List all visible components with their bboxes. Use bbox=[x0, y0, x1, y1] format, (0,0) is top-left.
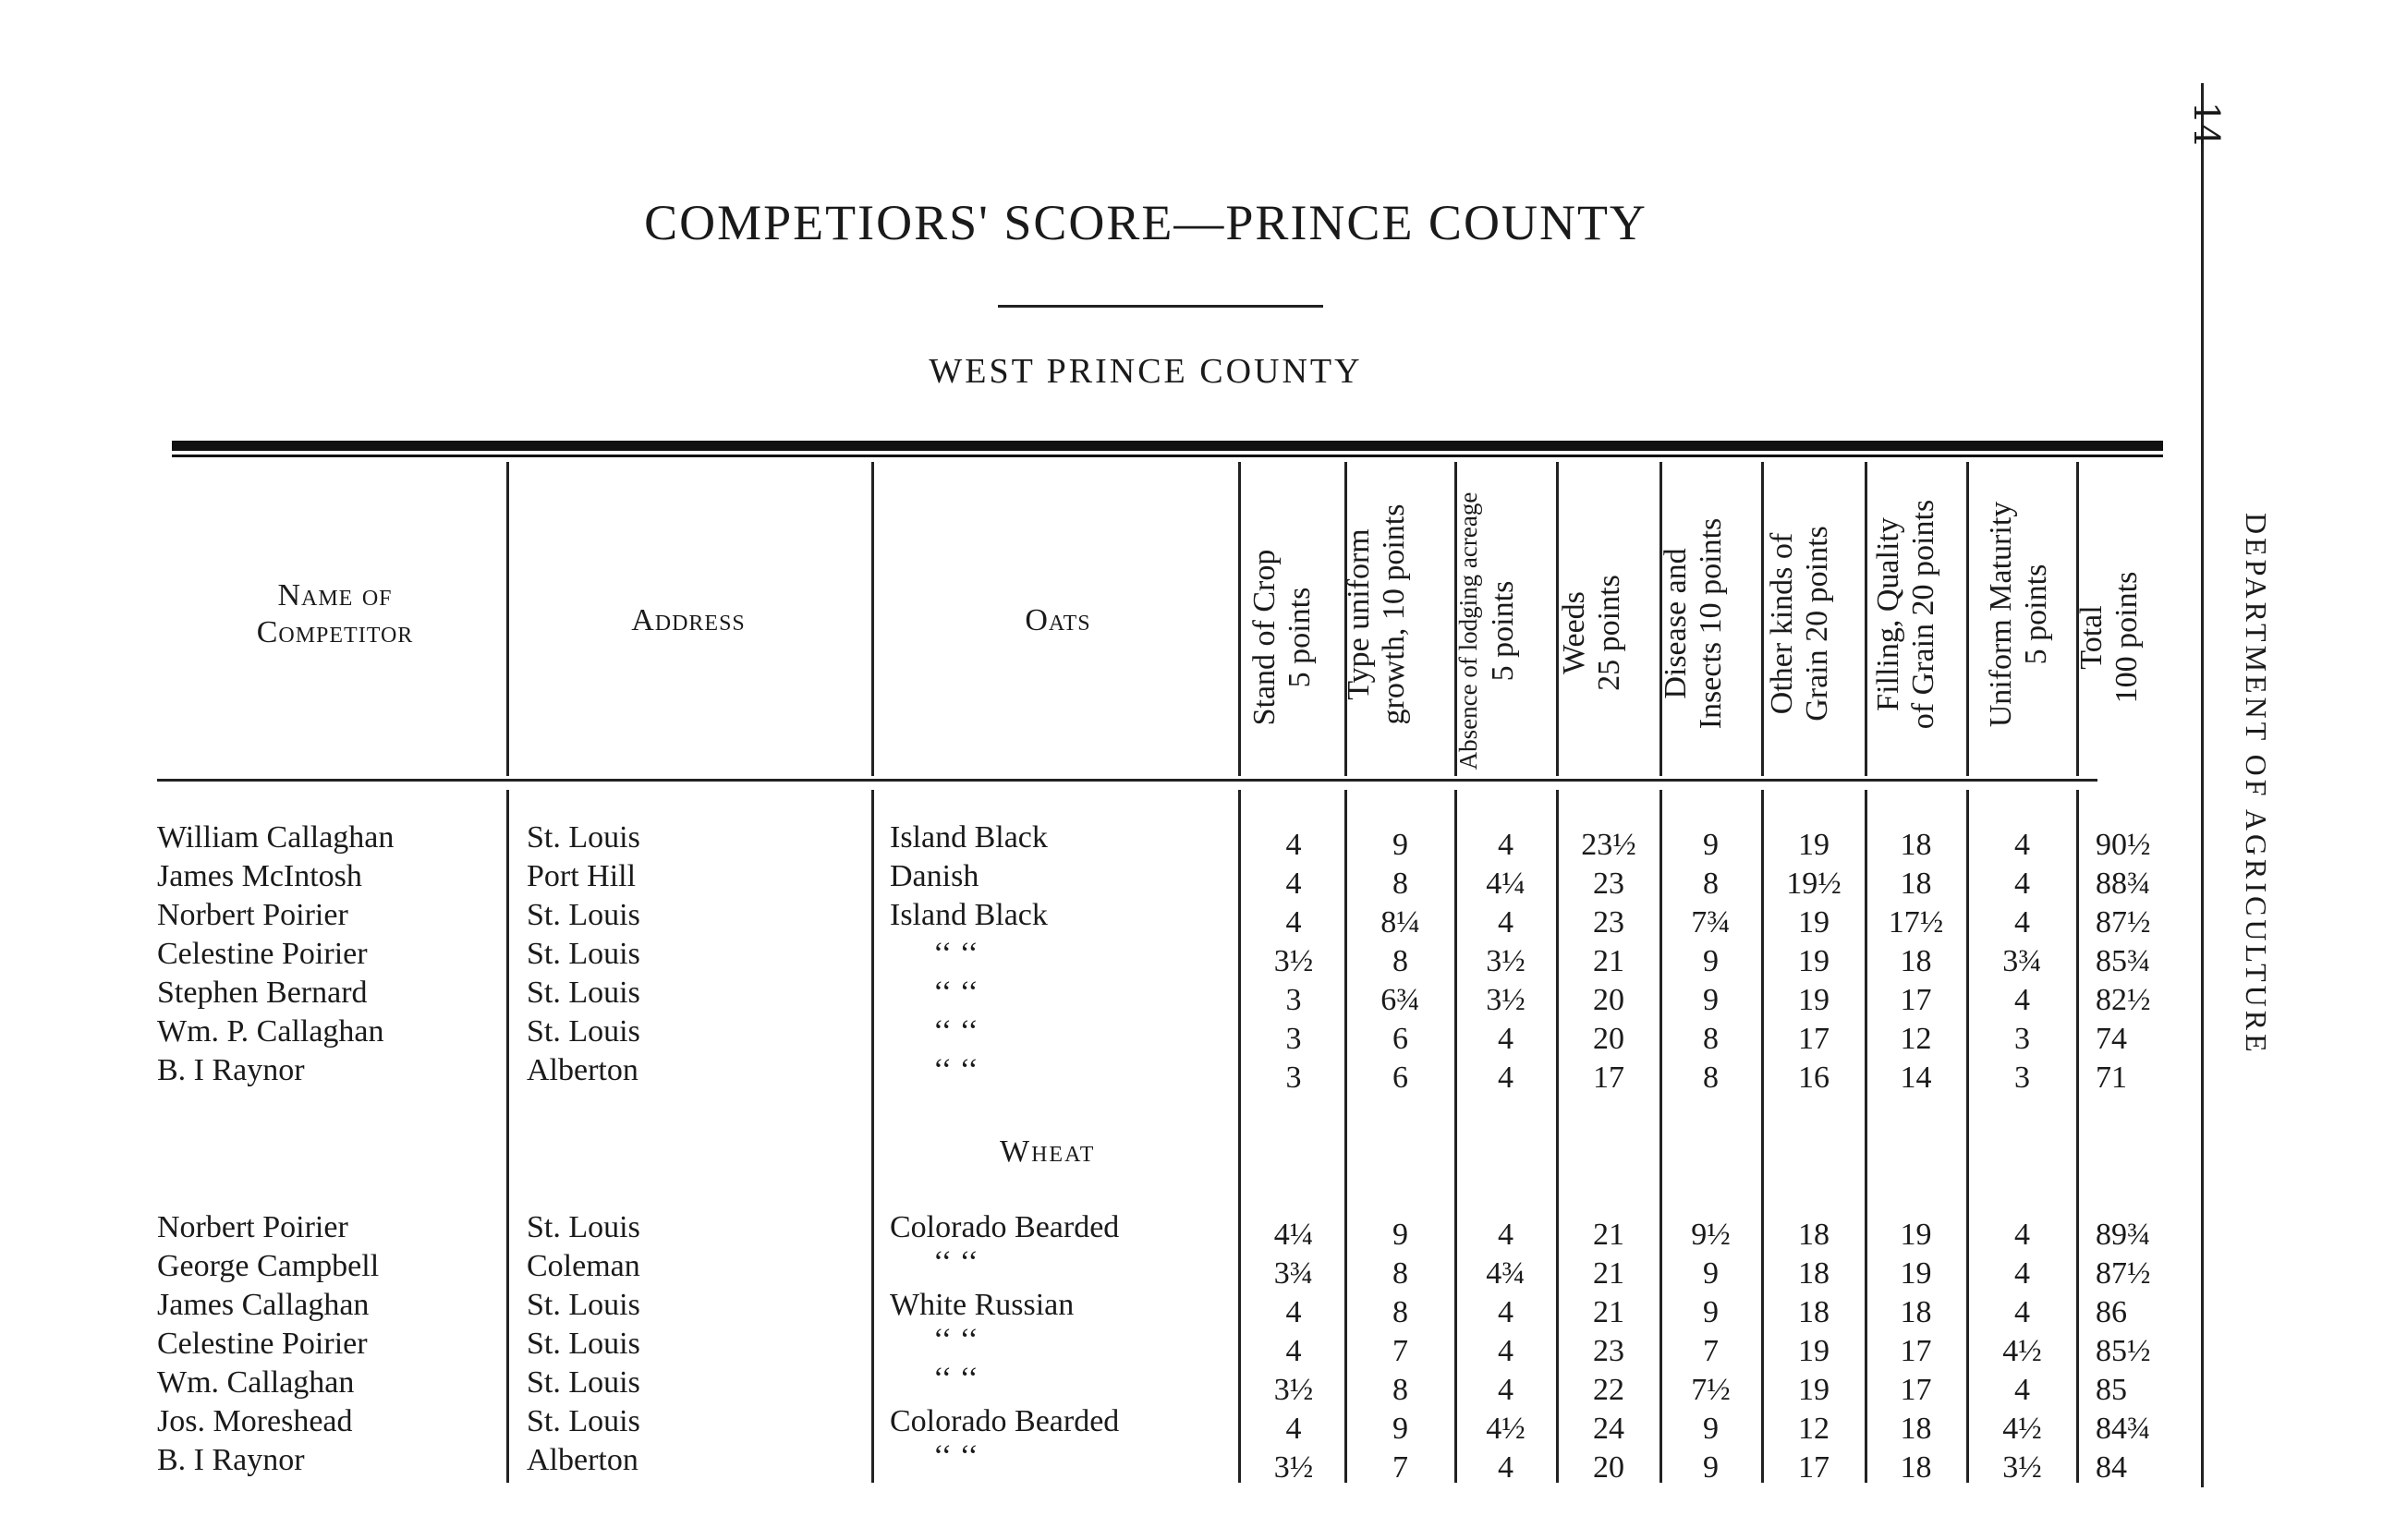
row-type: 8 bbox=[1392, 1373, 1408, 1407]
row-filling: 17 bbox=[1900, 1334, 1932, 1368]
header-weeds-line2: 25 points bbox=[1592, 575, 1626, 691]
row-other: 16 bbox=[1798, 1061, 1830, 1095]
row-stand: 3½ bbox=[1273, 1373, 1314, 1407]
section-subtitle: WEST PRINCE COUNTY bbox=[929, 352, 1363, 391]
header-maturity-line2: 5 points bbox=[2019, 564, 2053, 665]
row-filling: 18 bbox=[1900, 1412, 1932, 1446]
row-variety-ditto: ‘‘ ‘‘ bbox=[933, 1014, 979, 1049]
row-address: Coleman bbox=[527, 1249, 640, 1283]
table-top-thick-rule bbox=[172, 441, 2163, 451]
row-filling: 18 bbox=[1900, 828, 1932, 862]
row-total: 71 bbox=[2096, 1061, 2127, 1095]
row-name: Stephen Bernard bbox=[157, 976, 368, 1010]
page-number: 14 bbox=[2186, 102, 2227, 147]
header-other-line1: Other kinds of bbox=[1765, 532, 1799, 715]
row-stand: 4 bbox=[1285, 1412, 1302, 1446]
header-filling-line1: Filling, Quality bbox=[1871, 517, 1905, 711]
row-other: 19 bbox=[1798, 944, 1830, 978]
header-name-line2: Competitor bbox=[256, 615, 414, 649]
header-type-uniform bbox=[1342, 457, 1425, 771]
row-weeds: 21 bbox=[1593, 944, 1624, 978]
row-weeds: 20 bbox=[1593, 1022, 1624, 1056]
row-total: 84¾ bbox=[2096, 1412, 2151, 1446]
header-uniform-maturity bbox=[1984, 457, 2067, 771]
row-lodging: 3½ bbox=[1486, 944, 1526, 978]
header-name-line1: Name of bbox=[277, 578, 393, 612]
row-total: 85 bbox=[2096, 1373, 2127, 1407]
title-divider bbox=[998, 305, 1323, 308]
row-type: 9 bbox=[1392, 828, 1408, 862]
row-maturity: 4 bbox=[2014, 1295, 2030, 1329]
row-disease: 9 bbox=[1703, 828, 1719, 862]
row-lodging: 4 bbox=[1498, 1450, 1513, 1485]
row-filling: 17½ bbox=[1888, 905, 1944, 940]
row-total: 90½ bbox=[2096, 828, 2151, 862]
row-stand: 3 bbox=[1285, 983, 1302, 1017]
row-disease: 9 bbox=[1703, 983, 1719, 1017]
header-lodging bbox=[1451, 488, 1534, 774]
row-maturity: 4 bbox=[2014, 1373, 2030, 1407]
row-maturity: 3 bbox=[2014, 1022, 2030, 1056]
header-oats: Oats bbox=[1025, 603, 1091, 637]
header-maturity-line1: Uniform Maturity bbox=[1984, 501, 2018, 728]
row-filling: 18 bbox=[1900, 1295, 1932, 1329]
row-variety: Colorado Bearded bbox=[890, 1210, 1120, 1244]
row-address: St. Louis bbox=[527, 937, 640, 971]
row-variety: Danish bbox=[890, 859, 979, 893]
row-other: 18 bbox=[1798, 1218, 1830, 1252]
row-total: 85¾ bbox=[2096, 944, 2151, 978]
row-type: 7 bbox=[1392, 1450, 1408, 1485]
row-variety: Colorado Bearded bbox=[890, 1404, 1120, 1438]
row-name: Norbert Poirier bbox=[157, 1210, 348, 1244]
row-total: 84 bbox=[2096, 1450, 2127, 1485]
row-name: William Callaghan bbox=[157, 820, 395, 855]
row-filling: 18 bbox=[1900, 1450, 1932, 1485]
row-weeds: 21 bbox=[1593, 1256, 1624, 1291]
row-weeds: 24 bbox=[1593, 1412, 1624, 1446]
row-name: Wm. Callaghan bbox=[157, 1365, 355, 1400]
row-maturity: 3¾ bbox=[2002, 944, 2042, 978]
row-filling: 18 bbox=[1900, 867, 1932, 901]
row-maturity: 4 bbox=[2014, 828, 2030, 862]
page-margin-rule bbox=[2201, 83, 2204, 1487]
row-disease: 9 bbox=[1703, 944, 1719, 978]
header-other-grain bbox=[1765, 476, 1848, 771]
row-maturity: 3 bbox=[2014, 1061, 2030, 1095]
row-variety-ditto: ‘‘ ‘‘ bbox=[933, 1245, 979, 1279]
row-other: 19½ bbox=[1786, 867, 1842, 901]
wheat-section-label: Wheat bbox=[1000, 1134, 1096, 1169]
column-divider bbox=[1238, 790, 1241, 1483]
row-type: 6¾ bbox=[1380, 983, 1420, 1017]
row-type: 8 bbox=[1392, 867, 1408, 901]
row-variety-ditto: ‘‘ ‘‘ bbox=[933, 976, 979, 1010]
row-type: 7 bbox=[1392, 1334, 1408, 1368]
header-stand-line2: 5 points bbox=[1283, 587, 1317, 688]
row-weeds: 20 bbox=[1593, 983, 1624, 1017]
row-address: Alberton bbox=[527, 1053, 638, 1087]
row-lodging: 4 bbox=[1498, 1373, 1513, 1407]
row-address: St. Louis bbox=[527, 1404, 640, 1438]
row-maturity: 3½ bbox=[2002, 1450, 2042, 1485]
row-other: 19 bbox=[1798, 1334, 1830, 1368]
header-type-line1: Type uniform bbox=[1342, 528, 1376, 700]
row-type: 8 bbox=[1392, 944, 1408, 978]
row-name: Wm. P. Callaghan bbox=[157, 1014, 384, 1049]
header-filling-line2: of Grain 20 points bbox=[1906, 499, 1940, 730]
column-divider bbox=[871, 790, 874, 1483]
row-other: 18 bbox=[1798, 1295, 1830, 1329]
row-address: St. Louis bbox=[527, 1014, 640, 1049]
row-disease: 7¾ bbox=[1691, 905, 1731, 940]
row-weeds: 22 bbox=[1593, 1373, 1624, 1407]
header-lodging-line2: 5 points bbox=[1486, 580, 1520, 682]
row-address: St. Louis bbox=[527, 1365, 640, 1400]
row-maturity: 4 bbox=[2014, 867, 2030, 901]
row-total: 85½ bbox=[2096, 1334, 2151, 1368]
row-maturity: 4 bbox=[2014, 1218, 2030, 1252]
row-weeds: 23 bbox=[1593, 867, 1624, 901]
row-filling: 17 bbox=[1900, 983, 1932, 1017]
row-lodging: 3½ bbox=[1486, 983, 1526, 1017]
row-stand: 4 bbox=[1285, 905, 1302, 940]
row-variety: Island Black bbox=[890, 898, 1048, 932]
row-stand: 4 bbox=[1285, 828, 1302, 862]
row-type: 6 bbox=[1392, 1061, 1408, 1095]
row-lodging: 4½ bbox=[1486, 1412, 1526, 1446]
header-total-line2: 100 points bbox=[2109, 571, 2144, 704]
row-name: B. I Raynor bbox=[157, 1443, 305, 1477]
row-filling: 12 bbox=[1900, 1022, 1932, 1056]
row-variety-ditto: ‘‘ ‘‘ bbox=[933, 1053, 979, 1087]
row-disease: 9½ bbox=[1691, 1218, 1731, 1252]
column-divider bbox=[506, 790, 509, 1483]
row-disease: 9 bbox=[1703, 1256, 1719, 1291]
row-disease: 7 bbox=[1703, 1334, 1719, 1368]
header-total-line1: Total bbox=[2074, 605, 2109, 670]
row-stand: 4¼ bbox=[1273, 1218, 1314, 1252]
row-total: 87½ bbox=[2096, 905, 2151, 940]
row-name: Norbert Poirier bbox=[157, 898, 348, 932]
header-name bbox=[176, 577, 494, 651]
row-lodging: 4 bbox=[1498, 1334, 1513, 1368]
row-other: 12 bbox=[1798, 1412, 1830, 1446]
row-other: 19 bbox=[1798, 905, 1830, 940]
row-other: 19 bbox=[1798, 1373, 1830, 1407]
row-type: 9 bbox=[1392, 1218, 1408, 1252]
row-type: 9 bbox=[1392, 1412, 1408, 1446]
row-filling: 19 bbox=[1900, 1218, 1932, 1252]
header-weeds-line1: Weeds bbox=[1557, 591, 1591, 674]
row-maturity: 4½ bbox=[2002, 1412, 2042, 1446]
column-divider bbox=[1865, 462, 1867, 776]
row-weeds: 20 bbox=[1593, 1450, 1624, 1485]
column-divider bbox=[506, 462, 509, 776]
header-bottom-rule bbox=[157, 779, 2097, 782]
row-filling: 14 bbox=[1900, 1061, 1932, 1095]
row-lodging: 4 bbox=[1498, 905, 1513, 940]
row-type: 6 bbox=[1392, 1022, 1408, 1056]
row-other: 17 bbox=[1798, 1022, 1830, 1056]
header-other-line2: Grain 20 points bbox=[1800, 526, 1834, 721]
row-address: St. Louis bbox=[527, 1210, 640, 1244]
header-stand-line1: Stand of Crop bbox=[1247, 549, 1282, 726]
header-stand-of-crop bbox=[1247, 508, 1331, 767]
row-lodging: 4 bbox=[1498, 1295, 1513, 1329]
header-total bbox=[2074, 508, 2158, 767]
header-disease-line1: Disease and bbox=[1659, 548, 1693, 699]
row-name: Celestine Poirier bbox=[157, 937, 368, 971]
header-disease-line2: Insects 10 points bbox=[1694, 517, 1728, 730]
row-disease: 8 bbox=[1703, 867, 1719, 901]
row-weeds: 21 bbox=[1593, 1295, 1624, 1329]
row-variety: Island Black bbox=[890, 820, 1048, 855]
running-side-label: DEPARTMENT OF AGRICULTURE bbox=[2240, 513, 2273, 1056]
row-name: Jos. Moreshead bbox=[157, 1404, 353, 1438]
row-total: 86 bbox=[2096, 1295, 2127, 1329]
row-name: James Callaghan bbox=[157, 1288, 370, 1322]
row-disease: 8 bbox=[1703, 1022, 1719, 1056]
row-name: George Campbell bbox=[157, 1249, 380, 1283]
column-divider bbox=[1761, 462, 1764, 776]
row-variety-ditto: ‘‘ ‘‘ bbox=[933, 1323, 979, 1357]
row-stand: 3½ bbox=[1273, 1450, 1314, 1485]
row-lodging: 4 bbox=[1498, 1022, 1513, 1056]
row-type: 8 bbox=[1392, 1256, 1408, 1291]
row-weeds: 23½ bbox=[1581, 828, 1636, 862]
row-stand: 3¾ bbox=[1273, 1256, 1314, 1291]
column-divider bbox=[871, 462, 874, 776]
row-stand: 3 bbox=[1285, 1061, 1302, 1095]
row-variety-ditto: ‘‘ ‘‘ bbox=[933, 1439, 979, 1473]
row-total: 88¾ bbox=[2096, 867, 2151, 901]
row-name: B. I Raynor bbox=[157, 1053, 305, 1087]
row-name: James McIntosh bbox=[157, 859, 362, 893]
row-lodging: 4 bbox=[1498, 1061, 1513, 1095]
row-filling: 17 bbox=[1900, 1373, 1932, 1407]
header-disease bbox=[1659, 476, 1742, 771]
row-disease: 9 bbox=[1703, 1295, 1719, 1329]
row-weeds: 23 bbox=[1593, 1334, 1624, 1368]
row-total: 89¾ bbox=[2096, 1218, 2151, 1252]
row-other: 19 bbox=[1798, 828, 1830, 862]
row-name: Celestine Poirier bbox=[157, 1327, 368, 1361]
row-other: 19 bbox=[1798, 983, 1830, 1017]
row-variety-ditto: ‘‘ ‘‘ bbox=[933, 937, 979, 971]
row-weeds: 21 bbox=[1593, 1218, 1624, 1252]
row-maturity: 4 bbox=[2014, 983, 2030, 1017]
row-disease: 9 bbox=[1703, 1412, 1719, 1446]
row-stand: 4 bbox=[1285, 1295, 1302, 1329]
row-total: 82½ bbox=[2096, 983, 2151, 1017]
row-address: Port Hill bbox=[527, 859, 637, 893]
row-maturity: 4 bbox=[2014, 905, 2030, 940]
row-disease: 8 bbox=[1703, 1061, 1719, 1095]
header-lodging-line1: Absence of lodging acreage bbox=[1454, 491, 1482, 770]
row-address: St. Louis bbox=[527, 976, 640, 1010]
header-address: Address bbox=[631, 603, 746, 637]
header-filling-quality bbox=[1871, 457, 1954, 771]
page-title: COMPETIORS' SCORE—PRINCE COUNTY bbox=[644, 195, 1647, 250]
row-address: Alberton bbox=[527, 1443, 638, 1477]
row-address: St. Louis bbox=[527, 820, 640, 855]
row-stand: 4 bbox=[1285, 867, 1302, 901]
header-type-line2: growth, 10 points bbox=[1377, 503, 1411, 725]
row-weeds: 17 bbox=[1593, 1061, 1624, 1095]
row-address: St. Louis bbox=[527, 898, 640, 932]
column-divider bbox=[1238, 462, 1241, 776]
row-total: 74 bbox=[2096, 1022, 2127, 1056]
row-lodging: 4 bbox=[1498, 828, 1513, 862]
row-lodging: 4¾ bbox=[1486, 1256, 1526, 1291]
row-other: 17 bbox=[1798, 1450, 1830, 1485]
column-divider bbox=[1966, 462, 1969, 776]
row-lodging: 4 bbox=[1498, 1218, 1513, 1252]
row-maturity: 4½ bbox=[2002, 1334, 2042, 1368]
row-lodging: 4¼ bbox=[1486, 867, 1526, 901]
row-address: St. Louis bbox=[527, 1327, 640, 1361]
table-top-thin-rule bbox=[172, 455, 2163, 457]
row-disease: 7½ bbox=[1691, 1373, 1731, 1407]
row-disease: 9 bbox=[1703, 1450, 1719, 1485]
row-stand: 4 bbox=[1285, 1334, 1302, 1368]
row-weeds: 23 bbox=[1593, 905, 1624, 940]
row-type: 8¼ bbox=[1380, 905, 1420, 940]
row-stand: 3½ bbox=[1273, 944, 1314, 978]
row-type: 8 bbox=[1392, 1295, 1408, 1329]
column-divider bbox=[2076, 790, 2079, 1483]
row-address: St. Louis bbox=[527, 1288, 640, 1322]
row-stand: 3 bbox=[1285, 1022, 1302, 1056]
row-filling: 19 bbox=[1900, 1256, 1932, 1291]
row-filling: 18 bbox=[1900, 944, 1932, 978]
row-maturity: 4 bbox=[2014, 1256, 2030, 1291]
row-other: 18 bbox=[1798, 1256, 1830, 1291]
row-variety: White Russian bbox=[890, 1288, 1075, 1322]
row-total: 87½ bbox=[2096, 1256, 2151, 1291]
row-variety-ditto: ‘‘ ‘‘ bbox=[933, 1362, 979, 1396]
header-weeds bbox=[1557, 494, 1640, 771]
